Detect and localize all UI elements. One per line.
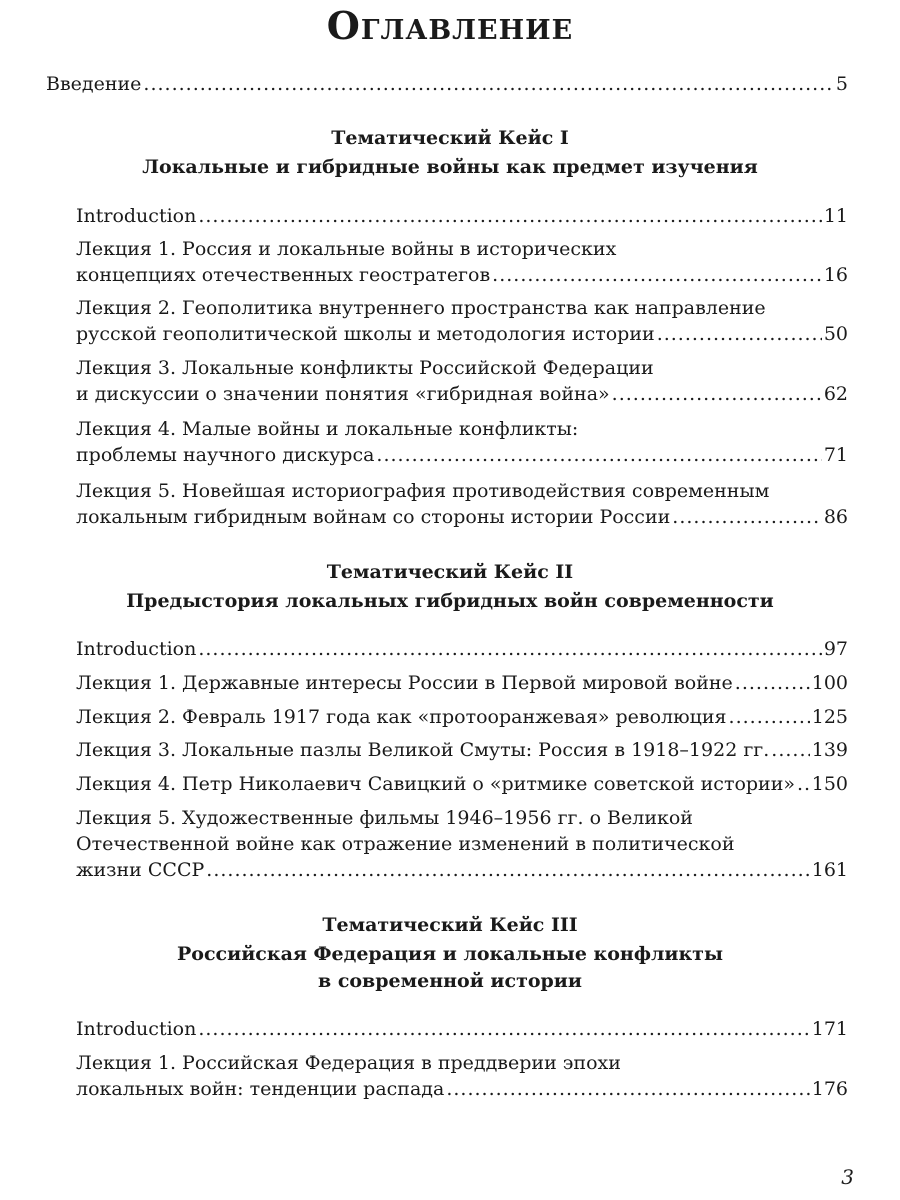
toc-entry-introduction[interactable] (46, 71, 848, 97)
toc-entry-case3-introduction[interactable] (76, 1016, 848, 1042)
dot-leader (735, 670, 810, 696)
toc-entry-label: и дискуссии о значении понятия «гибридная война» (76, 383, 610, 405)
dot-leader (198, 203, 821, 229)
toc-page-number: 176 (811, 1078, 848, 1100)
toc-entry-case1-lecture3-line1[interactable]: Лекция 3. Локальные конфликты Российской Федерации (76, 357, 654, 379)
toc-entry-case2-lecture5-line2[interactable]: Отечественной войне как отражение изменений в политической (76, 833, 735, 855)
toc-entry-label: Введение (46, 73, 142, 95)
toc-entry-label: Лекция 3. Локальные пазлы Великой Смуты: Россия в 1918–1922 гг. (76, 739, 770, 761)
dot-leader (206, 857, 809, 883)
toc-page-number: 150 (811, 773, 848, 795)
toc-page-number: 125 (811, 706, 848, 728)
toc-page-number: 86 (823, 506, 848, 528)
toc-entry-case3-lecture1-line1[interactable]: Лекция 1. Российская Федерация в преддверии эпохи (76, 1052, 621, 1074)
case-2-subheading: Предыстория локальных гибридных войн современности (126, 590, 774, 612)
toc-page-number: 62 (823, 383, 848, 405)
case-3-heading: Тематический Кейс III (322, 914, 578, 936)
toc-entry-case1-lecture5-line1[interactable]: Лекция 5. Новейшая историография противодействия современным (76, 480, 770, 502)
toc-page-number: 139 (811, 739, 848, 761)
toc-page-number: 16 (823, 264, 848, 286)
toc-entry-case2-introduction[interactable] (76, 636, 848, 662)
toc-page-number: 5 (835, 73, 848, 95)
toc-page-number: 100 (811, 672, 848, 694)
toc-entry-case2-lecture3[interactable] (76, 737, 848, 763)
toc-entry-label: Лекция 1. Державные интересы России в Первой мировой войне (76, 672, 733, 694)
toc-entry-label: русской геополитической школы и методология истории (76, 323, 655, 345)
toc-entry-label: Introduction (76, 1018, 197, 1040)
dot-leader (612, 381, 822, 407)
toc-page-number: 97 (823, 638, 848, 660)
toc-entry-case2-lecture5-line1[interactable]: Лекция 5. Художественные фильмы 1946–1956 гг. о Великой (76, 807, 693, 829)
case-2-heading: Тематический Кейс II (326, 561, 574, 583)
toc-entry-label: локальных войн: тенденции распада (76, 1078, 445, 1100)
case-3-subheading-line2: в современной истории (318, 970, 582, 992)
page-number: 3 (841, 1165, 854, 1189)
toc-entry-label: Introduction (76, 205, 197, 227)
toc-entry-case1-lecture4-line1[interactable]: Лекция 4. Малые войны и локальные конфликты: (76, 418, 579, 440)
dot-leader (198, 636, 821, 662)
toc-entry-label: Лекция 2. Февраль 1917 года как «протооранжевая» революция (76, 706, 727, 728)
toc-entry-case1-introduction[interactable] (76, 203, 848, 229)
toc-entry-label: локальным гибридным войнам со стороны истории России (76, 506, 671, 528)
case-1-heading: Тематический Кейс I (331, 127, 569, 149)
dot-leader (492, 262, 822, 288)
toc-entry-case1-lecture2-line1[interactable]: Лекция 2. Геополитика внутреннего пространства как направление (76, 297, 766, 319)
dot-leader (771, 737, 809, 763)
case-3-subheading: Российская Федерация и локальные конфликты (177, 943, 723, 965)
toc-entry-case1-lecture2[interactable] (76, 321, 848, 347)
toc-entry-label: Лекция 4. Петр Николаевич Савицкий о «ритмике советской истории» (76, 773, 796, 795)
dot-leader (143, 71, 833, 97)
toc-page-number: 11 (823, 205, 848, 227)
dot-leader (198, 1016, 809, 1042)
dot-leader (729, 704, 810, 730)
toc-page-number: 71 (823, 444, 848, 466)
toc-page-number: 171 (811, 1018, 848, 1040)
toc-entry-label: проблемы научного дискурса (76, 444, 375, 466)
dot-leader (376, 442, 821, 468)
toc-page-number: 50 (823, 323, 848, 345)
toc-entry-case2-lecture4[interactable] (76, 771, 848, 797)
case-1-subheading: Локальные и гибридные войны как предмет изучения (142, 156, 758, 178)
toc-entry-case1-lecture1[interactable] (76, 262, 848, 288)
toc-page-number: 161 (811, 859, 848, 881)
dot-leader (657, 321, 822, 347)
toc-entry-case2-lecture5[interactable] (76, 857, 848, 883)
dot-leader (446, 1076, 809, 1102)
toc-entry-label: Introduction (76, 638, 197, 660)
toc-entry-case2-lecture2[interactable] (76, 704, 848, 730)
toc-entry-case1-lecture5[interactable] (76, 504, 848, 530)
toc-entry-case3-lecture1[interactable] (76, 1076, 848, 1102)
dot-leader (797, 771, 810, 797)
toc-entry-case1-lecture3[interactable] (76, 381, 848, 407)
page-title: Оглавление (326, 3, 574, 48)
toc-entry-case1-lecture4[interactable] (76, 442, 848, 468)
dot-leader (672, 504, 822, 530)
toc-entry-case1-lecture1-line1[interactable]: Лекция 1. Россия и локальные войны в исторических (76, 238, 617, 260)
toc-entry-label: жизни СССР (76, 859, 205, 881)
toc-entry-case2-lecture1[interactable] (76, 670, 848, 696)
toc-entry-label: концепциях отечественных геостратегов (76, 264, 491, 286)
